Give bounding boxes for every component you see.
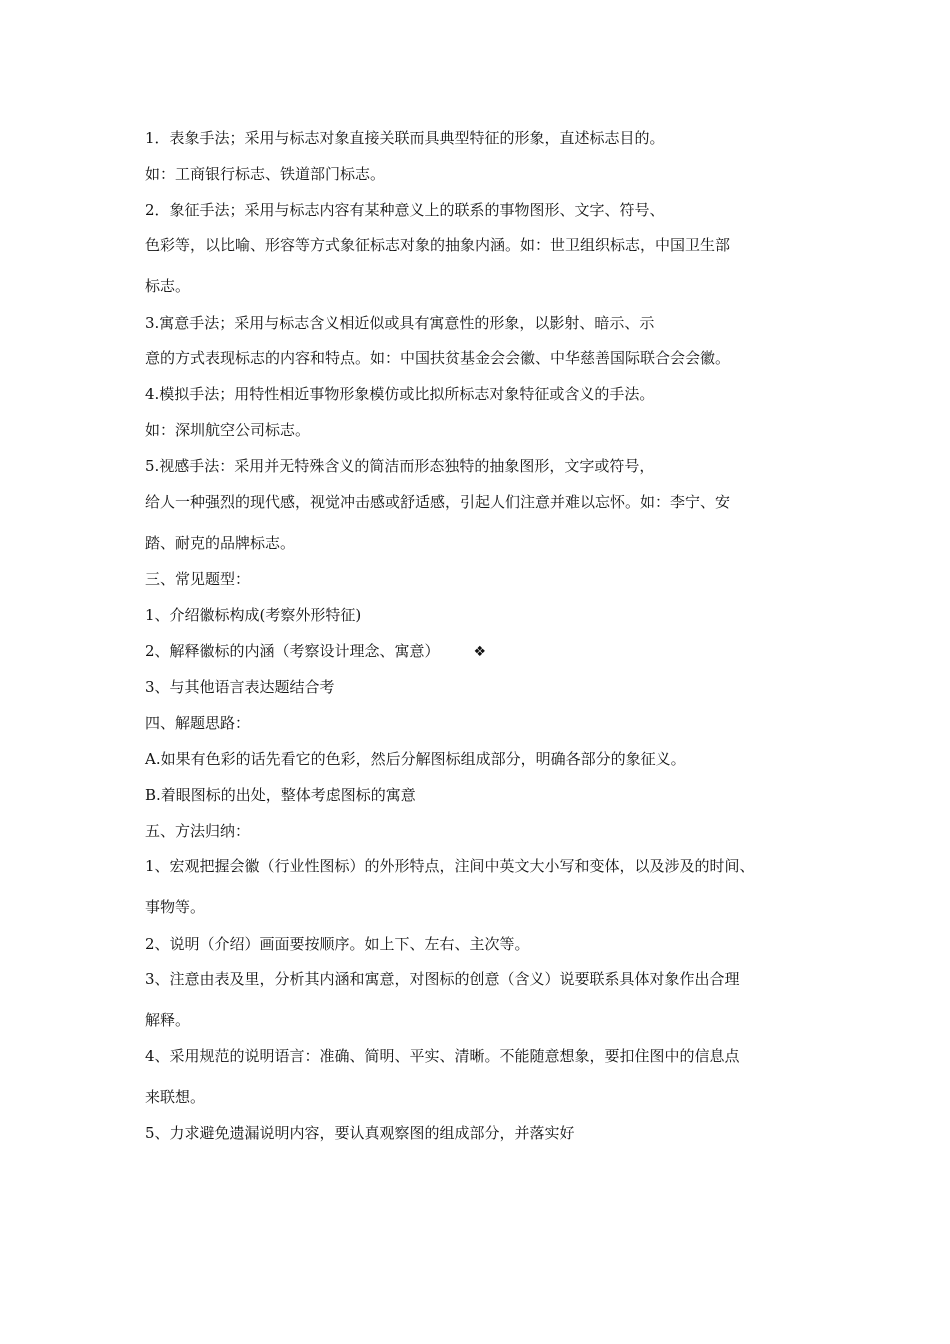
text-line: A.如果有色彩的话先看它的色彩，然后分解图标组成部分，明确各部分的象征义。 xyxy=(145,750,686,768)
text-line: 如：工商银行标志、铁道部门标志。 xyxy=(145,165,386,183)
section-heading: 五、方法归纳： xyxy=(145,822,251,840)
text-line: 意的方式表现标志的内容和特点。如：中国扶贫基金会会徽、中华慈善国际联合会会徽。 xyxy=(145,349,731,367)
text-line: 3.寓意手法；采用与标志含义相近似或具有寓意性的形象，以影射、暗示、示 xyxy=(145,314,655,332)
text-line: 给人一种强烈的现代感，视觉冲击感或舒适感，引起人们注意并难以忘怀。如：李宁、安 xyxy=(145,493,731,511)
text-line: 标志。 xyxy=(145,277,191,295)
text-line: 1、介绍徽标构成(考察外形特征) xyxy=(145,606,362,624)
section-heading: 四、解题思路： xyxy=(145,714,251,732)
diamond-bullet-icon: ❖ xyxy=(473,644,487,660)
text-line: 1、宏观把握会徽（行业性图标）的外形特点，注间中英文大小写和变体，以及涉及的时间、 xyxy=(145,857,755,875)
section-heading: 三、常见题型： xyxy=(145,570,251,588)
text-line: 解释。 xyxy=(145,1011,191,1029)
text-line: 5、力求避免遗漏说明内容，要认真观察图的组成部分，并落实好 xyxy=(145,1124,575,1142)
text-line: 2、说明（介绍）画面要按顺序。如上下、左右、主次等。 xyxy=(145,935,530,953)
text-line: 4.模拟手法；用特性相近事物形象模仿或比拟所标志对象特征或含义的手法。 xyxy=(145,385,655,403)
text-line: 如：深圳航空公司标志。 xyxy=(145,421,311,439)
text-line: 事物等。 xyxy=(145,898,206,916)
text-line: 色彩等，以比喻、形容等方式象征标志对象的抽象内涵。如：世卫组织标志，中国卫生部 xyxy=(145,236,731,254)
text-line: 5.视感手法：采用并无特殊含义的简洁而形态独特的抽象图形，文字或符号， xyxy=(145,457,655,475)
text-line: 来联想。 xyxy=(145,1088,206,1106)
text-line: 2．象征手法；采用与标志内容有某种意义上的联系的事物图形、文字、符号、 xyxy=(145,201,665,219)
text-line-content: 2、解释徽标的内涵（考察设计理念、寓意） xyxy=(145,642,440,660)
text-line: 3、注意由表及里，分析其内涵和寓意，对图标的创意（含义）说要联系具体对象作出合理 xyxy=(145,970,740,988)
text-line: 4、采用规范的说明语言：准确、简明、平实、清晰。不能随意想象，要扣住图中的信息点 xyxy=(145,1047,740,1065)
text-line: 1．表象手法；采用与标志对象直接关联而具典型特征的形象，直述标志目的。 xyxy=(145,129,665,147)
text-line: 3、与其他语言表达题结合考 xyxy=(145,678,335,696)
text-line: B.着眼图标的出处，整体考虑图标的寓意 xyxy=(145,786,416,804)
text-line: 踏、耐克的品牌标志。 xyxy=(145,534,296,552)
text-line xyxy=(145,641,486,662)
